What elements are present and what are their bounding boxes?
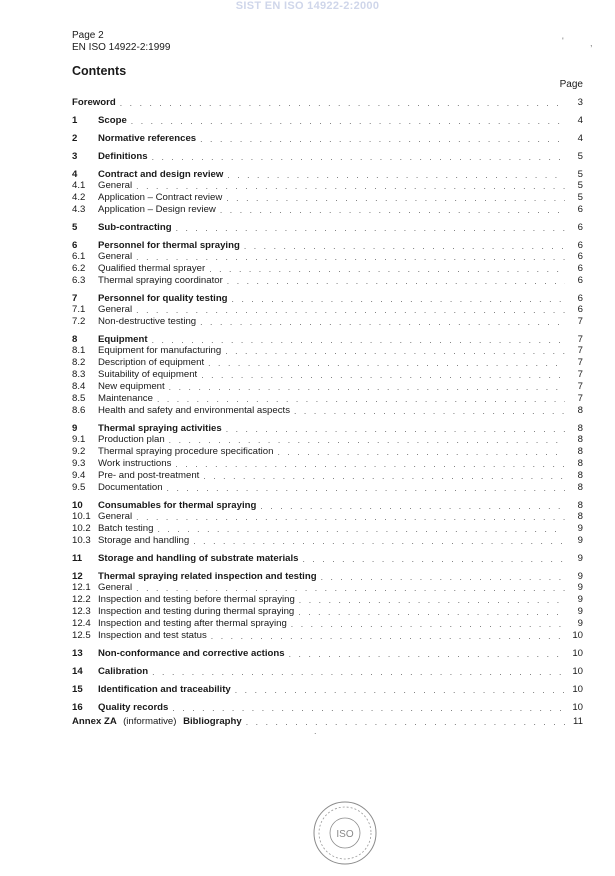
toc-title: Suitability of equipment [98, 369, 198, 380]
toc-title: Documentation [98, 482, 163, 493]
toc-number: 9.1 [72, 434, 86, 445]
toc-page: 6 [577, 251, 583, 262]
dot-leader [201, 369, 565, 381]
toc-page: 7 [577, 316, 583, 327]
toc-title: General [98, 511, 133, 522]
toc-row[interactable] [72, 393, 583, 405]
toc-row[interactable] [72, 381, 583, 393]
dot-leader [136, 582, 565, 594]
toc-number: 12.1 [72, 582, 91, 593]
dot-leader [302, 553, 565, 565]
toc-row[interactable] [72, 251, 583, 263]
toc-page: 5 [577, 180, 583, 191]
toc-number: 12.5 [72, 630, 91, 641]
toc-row[interactable] [72, 345, 583, 357]
toc-row[interactable] [72, 458, 583, 470]
toc-number: 6.3 [72, 275, 86, 286]
dot-leader [235, 684, 565, 696]
toc-row[interactable] [72, 151, 583, 163]
toc-number: 13 [72, 648, 83, 659]
dot-leader [220, 204, 565, 216]
watermark: SIST EN ISO 14922-2:2000 [235, 0, 380, 12]
dot-leader [277, 446, 565, 458]
dot-leader [136, 180, 565, 192]
toc-title: Production plan [98, 434, 165, 445]
toc-number: 5 [72, 222, 78, 233]
toc-number: 10.3 [72, 535, 91, 546]
toc-row[interactable] [72, 470, 583, 482]
toc-number: 4.1 [72, 180, 86, 191]
dot-leader [152, 151, 565, 163]
toc-row[interactable] [72, 630, 583, 642]
toc-row[interactable] [72, 684, 583, 696]
dot-leader [193, 535, 565, 547]
seal-stamp-icon [310, 798, 380, 868]
toc-title: Thermal spraying related inspection and testing [98, 571, 317, 582]
toc-page: 9 [577, 606, 583, 617]
dot-leader [175, 458, 565, 470]
toc-title: Consumables for thermal spraying [98, 500, 257, 511]
toc-page: 9 [577, 571, 583, 582]
toc-page: 7 [577, 334, 583, 345]
dot-leader [246, 716, 565, 728]
toc-page: 8 [577, 458, 583, 469]
toc-page: 7 [577, 381, 583, 392]
toc-title: Application – Design review [98, 204, 216, 215]
toc-number: 12.2 [72, 594, 91, 605]
toc-row[interactable] [72, 357, 583, 369]
toc-number: 9.5 [72, 482, 86, 493]
toc-page: 3 [577, 97, 583, 108]
toc-number: 9.2 [72, 446, 86, 457]
toc-page: 8 [577, 482, 583, 493]
toc-title: Non-destructive testing [98, 316, 197, 327]
dot-leader [200, 133, 565, 145]
dot-leader [200, 316, 565, 328]
toc-number: 7 [72, 293, 78, 304]
toc-row[interactable] [72, 304, 583, 316]
contents-title: Contents [72, 64, 127, 78]
toc-page: 9 [577, 553, 583, 564]
stamp-text: ISO [336, 829, 354, 840]
toc-title: Thermal spraying activities [98, 423, 222, 434]
toc-page: 7 [577, 393, 583, 404]
toc-row[interactable] [72, 405, 583, 417]
toc-page: 6 [577, 304, 583, 315]
dot-leader [157, 523, 565, 535]
toc-row[interactable] [72, 535, 583, 547]
dot-leader [136, 304, 565, 316]
dot-leader [203, 470, 565, 482]
toc-row[interactable] [72, 316, 583, 328]
toc-number: 8.2 [72, 357, 86, 368]
toc-page: 6 [577, 240, 583, 251]
toc-title: Inspection and testing before thermal spraying [98, 594, 295, 605]
toc-title: Personnel for thermal spraying [98, 240, 240, 251]
toc-page: 9 [577, 594, 583, 605]
dot-leader [225, 345, 565, 357]
toc-title: Quality records [98, 702, 169, 713]
toc-page: 6 [577, 263, 583, 274]
toc-page: 7 [577, 345, 583, 356]
dot-leader [227, 275, 565, 287]
toc-row[interactable] [72, 702, 583, 714]
dot-leader [136, 511, 565, 523]
toc-title: Batch testing [98, 523, 154, 534]
dot-leader [169, 381, 565, 393]
toc-number: 4.2 [72, 192, 86, 203]
toc-title: General [98, 180, 133, 191]
toc-row[interactable] [72, 446, 583, 458]
toc-row[interactable] [72, 115, 583, 127]
dot-leader [209, 263, 565, 275]
toc-title: Pre- and post-treatment [98, 470, 200, 481]
toc-row[interactable] [72, 482, 583, 494]
toc-title: Normative references [98, 133, 197, 144]
toc-number: 14 [72, 666, 83, 677]
toc-page: 6 [577, 222, 583, 233]
toc-title: Identification and traceability [98, 684, 231, 695]
toc-page: 8 [577, 434, 583, 445]
dot-leader [176, 222, 565, 234]
toc-number: 8 [72, 334, 78, 345]
dot-leader [152, 666, 565, 678]
toc-page: 5 [577, 151, 583, 162]
dot-leader [172, 702, 565, 714]
toc-number: 8.6 [72, 405, 86, 416]
toc-row[interactable] [72, 192, 583, 204]
toc-page: 10 [572, 630, 583, 641]
toc-number: 7.2 [72, 316, 86, 327]
toc-row[interactable] [72, 263, 583, 275]
toc-number: 7.1 [72, 304, 86, 315]
toc-title: Thermal spraying coordinator [98, 275, 223, 286]
toc-row[interactable] [72, 666, 583, 678]
toc-number: 15 [72, 684, 83, 695]
toc-row[interactable] [72, 133, 583, 145]
toc-row[interactable] [72, 204, 583, 216]
toc-row[interactable] [72, 97, 583, 109]
toc-number: 6.2 [72, 263, 86, 274]
toc-title: Personnel for quality testing [98, 293, 228, 304]
toc-row[interactable] [72, 222, 583, 234]
toc-row[interactable] [72, 511, 583, 523]
toc-number: 9.4 [72, 470, 86, 481]
toc-title: Maintenance [98, 393, 153, 404]
toc-row[interactable] [72, 434, 583, 446]
dot-leader [157, 393, 565, 405]
toc-number: 3 [72, 151, 78, 162]
toc-row[interactable] [72, 369, 583, 381]
toc-row[interactable] [72, 606, 583, 618]
toc-title: Inspection and testing after thermal spraying [98, 618, 287, 629]
toc-number: 4 [72, 169, 78, 180]
toc-page: 10 [572, 702, 583, 713]
toc-number: 2 [72, 133, 78, 144]
toc-page: 8 [577, 500, 583, 511]
toc-title: Thermal spraying procedure specification [98, 446, 274, 457]
toc-page: 7 [577, 357, 583, 368]
toc-number: 8.5 [72, 393, 86, 404]
annex-label: Annex ZA (informative) Bibliography [72, 716, 242, 727]
toc-title: Equipment for manufacturing [98, 345, 222, 356]
toc-title: General [98, 304, 133, 315]
toc-page: 4 [577, 115, 583, 126]
toc-page: 8 [577, 423, 583, 434]
toc-number: 8.4 [72, 381, 86, 392]
toc-title: Equipment [98, 334, 148, 345]
toc-title: Storage and handling [98, 535, 190, 546]
toc-title: Work instructions [98, 458, 172, 469]
dot-leader [136, 251, 565, 263]
toc-page: 5 [577, 192, 583, 203]
toc-page: 10 [572, 666, 583, 677]
toc-title: Application – Contract review [98, 192, 223, 203]
toc-number: 11 [72, 553, 83, 564]
toc-page: 10 [572, 648, 583, 659]
toc-page: 8 [577, 405, 583, 416]
toc-row[interactable] [72, 523, 583, 535]
toc-title: General [98, 251, 133, 262]
toc-page: 11 [573, 716, 583, 727]
toc-number: 1 [72, 115, 78, 126]
toc-title: Sub-contracting [98, 222, 172, 233]
toc-page: 7 [577, 369, 583, 380]
toc-page: 6 [577, 293, 583, 304]
toc-number: 16 [72, 702, 83, 713]
toc-title: Definitions [98, 151, 148, 162]
page-number: Page 2 [72, 30, 104, 41]
dot-leader [291, 618, 565, 630]
dot-leader [226, 192, 565, 204]
toc-page: 5 [577, 169, 583, 180]
toc-page: 9 [577, 618, 583, 629]
dot-leader [167, 482, 565, 494]
toc-number: 8.1 [72, 345, 86, 356]
toc-page: 10 [572, 684, 583, 695]
toc-page: 6 [577, 275, 583, 286]
toc-row[interactable] [72, 618, 583, 630]
dot-leader [169, 434, 565, 446]
dot-leader [211, 630, 565, 642]
toc-title: Non-conformance and corrective actions [98, 648, 285, 659]
page-column-label: Page [559, 79, 583, 90]
toc-page: 8 [577, 511, 583, 522]
dot-leader [120, 97, 565, 109]
toc-row[interactable] [72, 180, 583, 192]
toc-number: 10 [72, 500, 83, 511]
toc-page: 8 [577, 470, 583, 481]
dot-leader [298, 606, 565, 618]
toc-number: 10.2 [72, 523, 91, 534]
toc-page: 9 [577, 535, 583, 546]
scan-mark: . [314, 726, 317, 736]
dot-leader [131, 115, 565, 127]
toc-title: New equipment [98, 381, 165, 392]
toc-page: 4 [577, 133, 583, 144]
toc-title: Storage and handling of substrate materials [98, 553, 299, 564]
toc-number: 12 [72, 571, 83, 582]
toc-title: Qualified thermal sprayer [98, 263, 206, 274]
scan-mark: ' [562, 36, 564, 46]
toc-row[interactable] [72, 582, 583, 594]
toc-page: 9 [577, 523, 583, 534]
toc-title: Contract and design review [98, 169, 224, 180]
toc-title: Scope [98, 115, 127, 126]
toc-title: Health and safety and environmental aspects [98, 405, 290, 416]
toc-annex-row[interactable] [72, 716, 583, 728]
toc-title: Foreword [72, 97, 116, 108]
toc-row[interactable] [72, 553, 583, 565]
toc-page: 8 [577, 446, 583, 457]
toc-page: 6 [577, 204, 583, 215]
toc-title: Inspection and testing during thermal spraying [98, 606, 295, 617]
toc-row[interactable] [72, 594, 583, 606]
dot-leader [299, 594, 565, 606]
toc-title: Calibration [98, 666, 149, 677]
toc-row[interactable] [72, 648, 583, 660]
toc-row[interactable] [72, 275, 583, 287]
toc-number: 12.4 [72, 618, 91, 629]
toc-number: 6 [72, 240, 78, 251]
toc-number: 9.3 [72, 458, 86, 469]
toc-number: 10.1 [72, 511, 91, 522]
toc-number: 6.1 [72, 251, 86, 262]
scan-mark: , [590, 38, 593, 48]
toc-number: 9 [72, 423, 78, 434]
toc-page: 9 [577, 582, 583, 593]
toc-title: Inspection and test status [98, 630, 207, 641]
standard-id: EN ISO 14922-2:1999 [72, 42, 171, 53]
toc-number: 12.3 [72, 606, 91, 617]
toc-number: 8.3 [72, 369, 86, 380]
dot-leader [208, 357, 565, 369]
toc-title: General [98, 582, 133, 593]
toc-title: Description of equipment [98, 357, 205, 368]
toc-number: 4.3 [72, 204, 86, 215]
dot-leader [294, 405, 565, 417]
dot-leader [289, 648, 565, 660]
